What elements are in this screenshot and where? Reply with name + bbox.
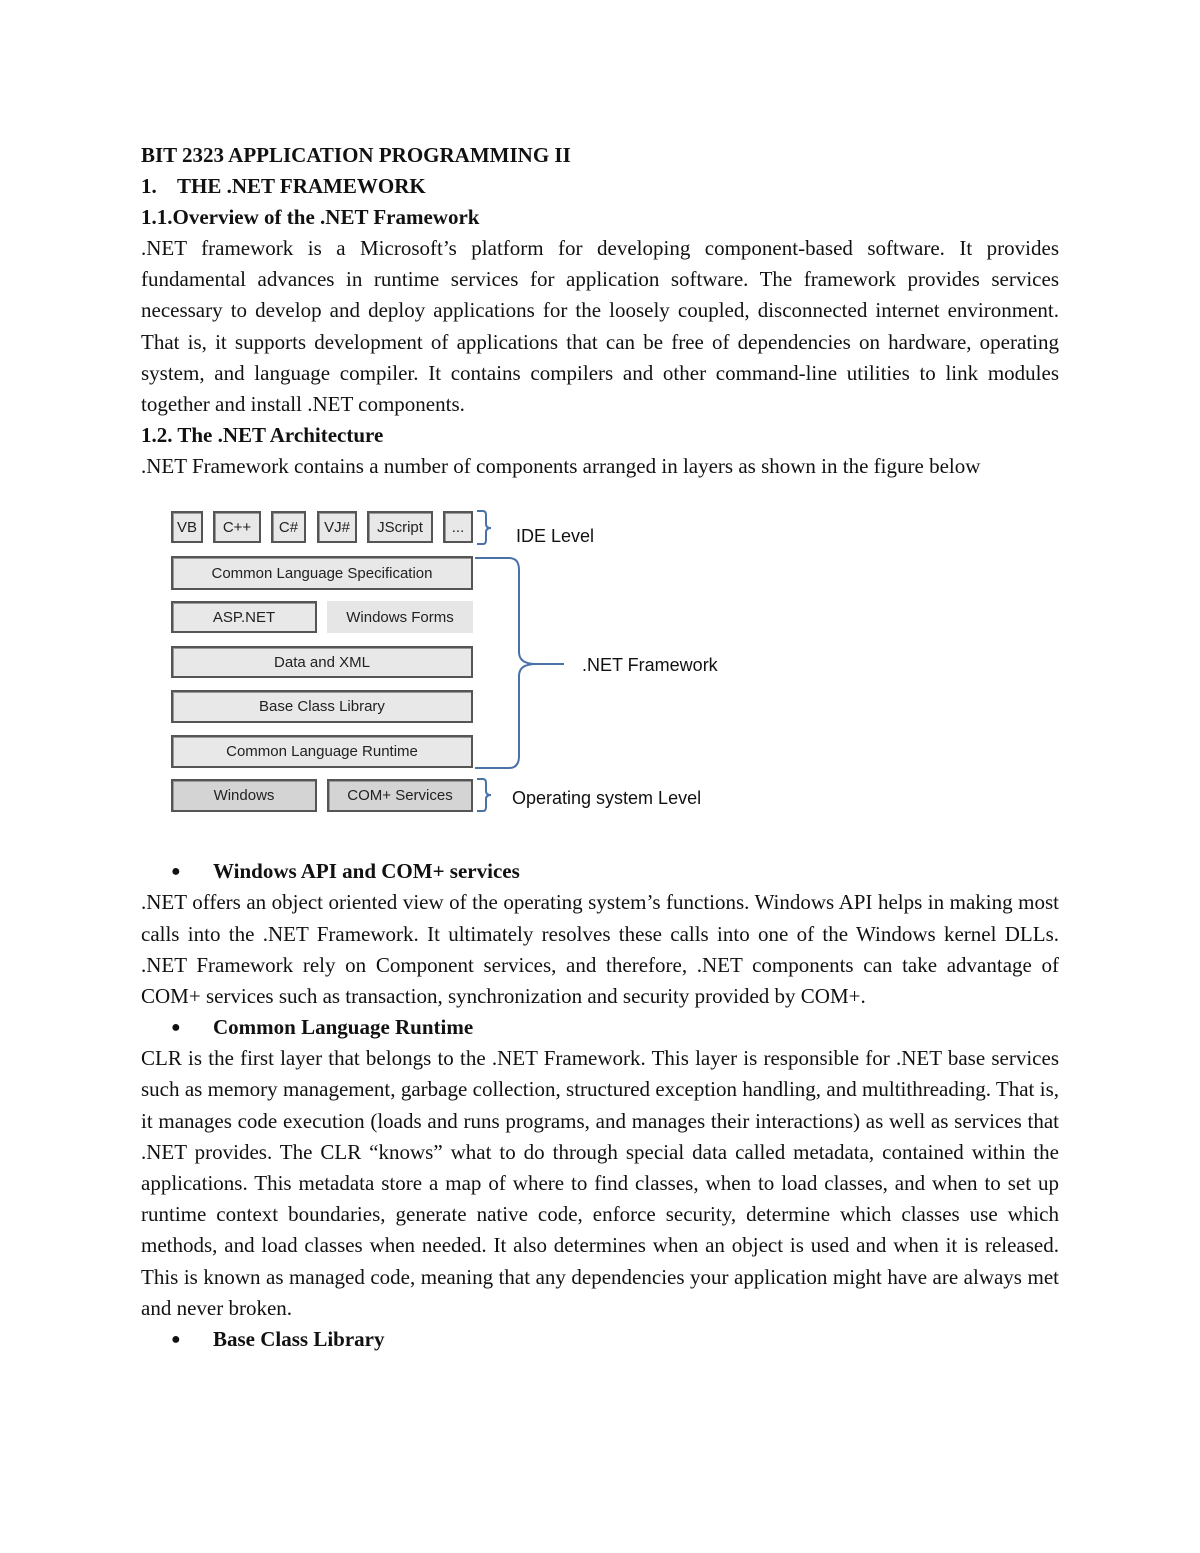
aspnet-box: ASP.NET <box>171 601 317 633</box>
ide-bracket-icon <box>477 511 491 544</box>
document-title: BIT 2323 APPLICATION PROGRAMMING II <box>141 143 571 167</box>
lang-box-more: ... <box>443 511 473 543</box>
bullet-heading: Windows API and COM+ services <box>213 859 520 884</box>
bullet-heading: Base Class Library <box>213 1327 385 1352</box>
lang-box-cpp: C++ <box>213 511 261 543</box>
base-class-library-box: Base Class Library <box>171 690 473 723</box>
lang-box-jscript: JScript <box>367 511 433 543</box>
clr-box: Common Language Runtime <box>171 735 473 768</box>
subsection-heading-1-1: 1.1.Overview of the .NET Framework <box>141 205 480 229</box>
lang-box-vjsharp: VJ# <box>317 511 357 543</box>
lang-box-csharp: C# <box>271 511 306 543</box>
windows-forms-box: Windows Forms <box>327 601 473 633</box>
overview-paragraph: .NET framework is a Microsoft’s platform for developing component-based software. It provides fundamental advances in runtime services for application software. The framework provides services necessary to develop and deploy applications for the loosely coupled, disconnected internet environment. That is, it supports development of applications that can be free of dependencies on hardware, operating system, and language compiler. It contains compilers and other command-line utilities to link modules together and install .NET components. <box>141 236 1059 417</box>
net-framework-label: .NET Framework <box>582 655 718 676</box>
section-title: THE .NET FRAMEWORK <box>177 174 426 198</box>
os-bracket-icon <box>477 779 491 811</box>
os-level-label: Operating system Level <box>512 788 702 809</box>
com-services-box: COM+ Services <box>327 779 473 812</box>
ide-level-label: IDE Level <box>516 526 595 547</box>
section-heading-1 <box>141 171 1059 202</box>
subsection-heading-1-2: 1.2. The .NET Architecture <box>141 423 384 448</box>
bullet-icon: ● <box>171 1019 181 1037</box>
bullet-heading: Common Language Runtime <box>213 1015 474 1040</box>
windows-box: Windows <box>171 779 317 812</box>
document-page <box>141 140 1059 1355</box>
lang-box-vb: VB <box>171 511 203 543</box>
net-architecture-diagram <box>141 500 1059 856</box>
windows-api-paragraph: .NET offers an object oriented view of the operating system’s functions. Windows API helps in making most calls into the .NET Framework. It ultimately resolves these calls into one of the Windows kernel DLLs. .NET Framework rely on Component services, and therefore, .NET components can take advantage of COM+ services such as transaction, synchronization and security provided by COM+. <box>141 890 1059 1009</box>
framework-bracket-icon <box>475 558 564 768</box>
cls-box: Common Language Specification <box>171 556 473 590</box>
bullet-clr <box>141 1012 1059 1043</box>
bullet-windows-api <box>141 856 1059 887</box>
bullet-bcl <box>141 1324 1059 1355</box>
bullet-icon: ● <box>171 863 181 881</box>
architecture-paragraph: .NET Framework contains a number of components arranged in layers as shown in the figure below <box>141 454 981 479</box>
clr-paragraph: CLR is the first layer that belongs to the .NET Framework. This layer is responsible for .NET base services such as memory management, garbage collection, structured exception handling, and multithreading. That is, it manages code execution (loads and runs programs, and manages their interactions) as well as services that .NET provides. The CLR “knows” what to do through special data called metadata, contained within the applications. This metadata store a map of where to find classes, when to load classes, and when to set up runtime context boundaries, generate native code, enforce security, determine which classes use which methods, and load classes when needed. It also determines when an object is used and when it is released. This is known as managed code, meaning that any dependencies your application might have are always met and never broken. <box>141 1046 1059 1320</box>
bullet-icon: ● <box>171 1331 181 1349</box>
section-number: 1. <box>141 174 157 198</box>
data-xml-box: Data and XML <box>171 646 473 678</box>
